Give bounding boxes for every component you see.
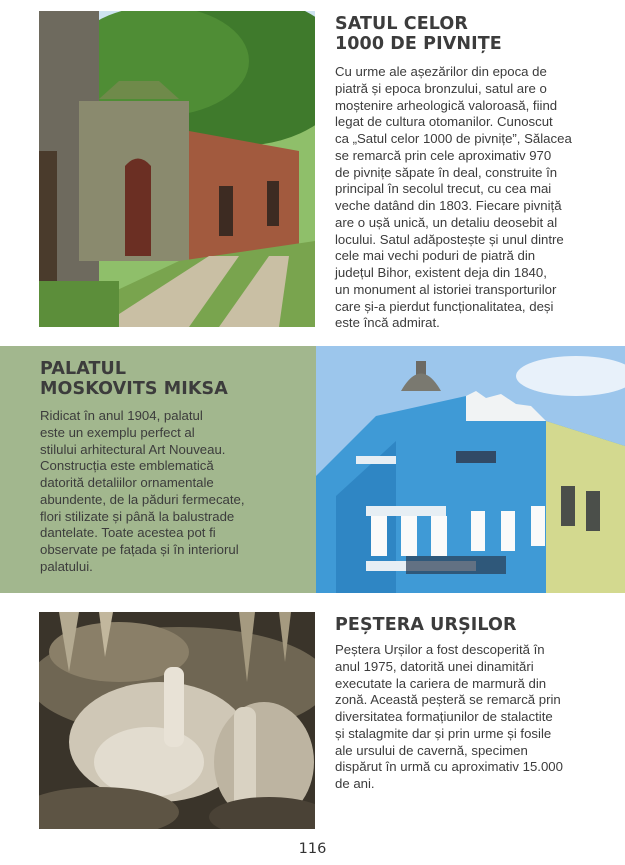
bear-cave-photo: [39, 612, 315, 829]
cellar-village-title: SATUL CELOR 1000 DE PIVNIȚE: [335, 14, 502, 54]
palace-description: Ridicat în anul 1904, palatul este un exemplu perfect al stilului arhitectural Art Nouveau. Construcția este emblematică datorită detaliilor ornamentale abundente, de la păduri fermecate, flori stilizate și până la balustrade dantelate. Toate acestea pot fi observate pe fațada și în interiorul palatului.: [40, 408, 245, 574]
cellar-village-description: Cu urme ale așezărilor din epoca de piatră și epoca bronzului, satul are o moștenire arheologică valoroasă, fiind legat de cultura otomanilor. Cunoscut ca „Satul celor 1000 de pivnițe”, Sălacea se remarcă prin cele aproximativ 970 de pivnițe săpate în deal, construite în principal în secolul trecut, cu cea mai veche datând din 1803. Fiecare pivniță are o ușă unică, un detaliu deosebit al locului. Satul adăpostește și unul dintre cele mai vechi poduri de piatră din județul Bihor, existent deja din 1840, un monument al istoriei transporturilor care și-a pierdut funcționalitatea, deși este încă admirat.: [335, 64, 572, 331]
palace-photo: [316, 346, 625, 593]
cellar-village-photo: [39, 11, 315, 327]
bear-cave-title: PEȘTERA URȘILOR: [335, 615, 517, 635]
page-number: 116: [298, 841, 327, 857]
palace-title: PALATUL MOSKOVITS MIKSA: [40, 359, 228, 399]
bear-cave-description: Peștera Urșilor a fost descoperită în anul 1975, datorită unei dinamitări executate la cariera de marmură din zonă. Această peșteră se remarcă prin diversitatea formațiunilor de stalactite și stalagmite dar și prin urme și fosile ale ursului de cavernă, specimen dispărut în urmă cu aproximativ 15.000 de ani.: [335, 642, 563, 791]
